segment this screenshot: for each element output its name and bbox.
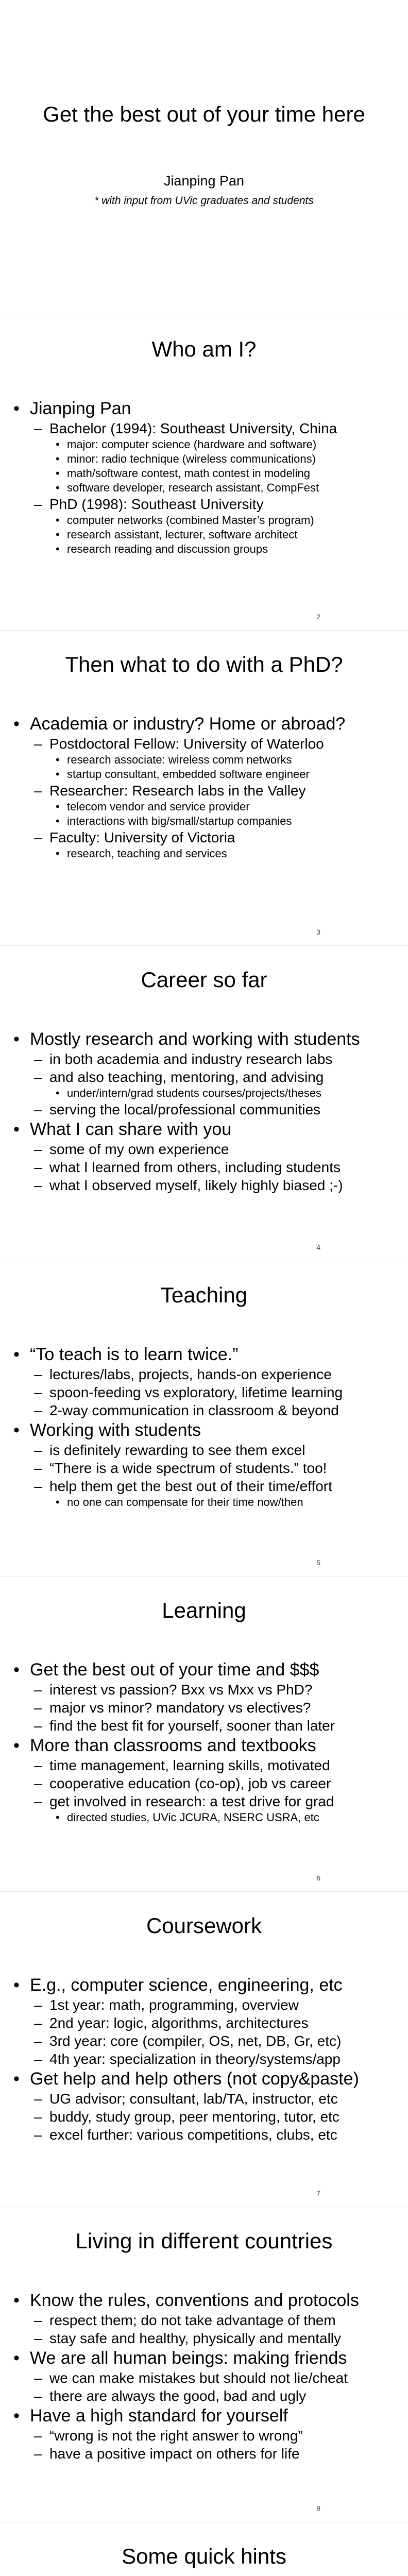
sub-bullet-item: – excel further: various competitions, clubs, etc [12,2126,396,2144]
slide-title: Coursework [146,1913,262,1938]
sub-sub-bullet-item: • no one can compensate for their time now/then [12,1495,396,1510]
sub-bullet-item: – Postdoctoral Fellow: University of Waterloo [12,735,396,753]
slide-title: Living in different countries [75,2229,333,2253]
bullet-item: • Get the best out of your time and $$$ [12,1659,396,1681]
author-note: * with input from UVic graduates and students [94,195,314,207]
slide-title: Learning [162,1598,246,1622]
sub-bullet-item: – in both academia and industry research labs [12,1050,396,1068]
sub-bullet-item: – 1st year: math, programming, overview [12,1996,396,2014]
slide-6 [0,1577,408,1892]
sub-sub-bullet-item: • telecom vendor and service provider [12,800,396,814]
sub-bullet-item: – “wrong is not the right answer to wrong” [12,2427,396,2445]
sub-bullet-item: – 4th year: specialization in theory/systems/app [12,2050,396,2068]
slide-number: 6 [316,1874,320,1882]
sub-bullet-item: – what I learned from others, including students [12,1158,396,1176]
slide-5 [0,1261,408,1577]
slide-title: Then what to do with a PhD? [65,652,343,676]
bullet-item: • We are all human beings: making friends [12,2347,396,2369]
slide-body [12,1028,396,1194]
bullet-item: • Mostly research and working with students [12,1028,396,1050]
slide-3 [0,631,408,946]
slide-body [12,2290,396,2463]
sub-bullet-item: – there are always the good, bad and ugly [12,2387,396,2405]
slide-body [12,713,396,861]
slide-body [12,1344,396,1510]
sub-bullet-item: – get involved in research: a test drive for grad [12,1792,396,1810]
sub-bullet-item: – serving the local/professional communities [12,1100,396,1118]
sub-sub-bullet-item: • interactions with big/small/startup companies [12,814,396,828]
sub-bullet-item: – lectures/labs, projects, hands-on experience [12,1365,396,1383]
bullet-item: • Know the rules, conventions and protocols [12,2290,396,2311]
sub-bullet-item: – major vs minor? mandatory vs electives? [12,1699,396,1717]
slide-title: Get the best out of your time here [43,102,365,126]
slide-body [12,398,396,556]
bullet-item: • Academia or industry? Home or abroad? [12,713,396,735]
slide-number: 7 [316,2189,320,2197]
sub-bullet-item: – 2nd year: logic, algorithms, architectures [12,2014,396,2032]
slide-body [12,1974,396,2144]
sub-bullet-item: – stay safe and healthy, physically and mentally [12,2329,396,2347]
sub-bullet-item: – what I observed myself, likely highly biased ;-) [12,1176,396,1194]
sub-bullet-item: – buddy, study group, peer mentoring, tutor, etc [12,2108,396,2126]
bullet-item: • “To teach is to learn twice.” [12,1344,396,1365]
slide-number: 3 [316,928,320,936]
sub-bullet-item: – and also teaching, mentoring, and advising [12,1068,396,1086]
sub-sub-bullet-item: • math/software contest, math contest in modeling [12,466,396,481]
slide-title: Teaching [160,1283,248,1307]
slide-8 [0,2207,408,2522]
bullet-item: • Have a high standard for yourself [12,2405,396,2427]
sub-bullet-item: – respect them; do not take advantage of them [12,2311,396,2329]
sub-bullet-item: – interest vs passion? Bxx vs Mxx vs PhD? [12,1681,396,1699]
sub-bullet-item: – we can make mistakes but should not lie/cheat [12,2369,396,2387]
sub-bullet-item: – find the best fit for yourself, sooner than later [12,1717,396,1735]
author-name: Jianping Pan [163,173,245,189]
bullet-item: • Jianping Pan [12,398,396,419]
bullet-item: • Get help and help others (not copy&paste) [12,2068,396,2090]
sub-sub-bullet-item: • major: computer science (hardware and software) [12,437,396,452]
sub-sub-bullet-item: • computer networks (combined Master’s program) [12,513,396,528]
sub-bullet-item: – Researcher: Research labs in the Valley [12,782,396,800]
slide-number: 2 [316,613,320,621]
slide-number: 5 [316,1558,320,1567]
slide-7 [0,1892,408,2207]
slide-1 [0,0,408,315]
sub-sub-bullet-item: • under/intern/grad students courses/projects/theses [12,1086,396,1100]
slide-4 [0,946,408,1261]
sub-sub-bullet-item: • research reading and discussion groups [12,542,396,556]
sub-sub-bullet-item: • minor: radio technique (wireless communications) [12,452,396,466]
sub-sub-bullet-item: • research assistant, lecturer, software architect [12,528,396,542]
slide-number: 4 [316,1243,320,1251]
sub-bullet-item: – 3rd year: core (compiler, OS, net, DB, Gr, etc) [12,2032,396,2050]
sub-bullet-item: – is definitely rewarding to see them excel [12,1441,396,1459]
sub-bullet-item: – “There is a wide spectrum of students.” too! [12,1459,396,1477]
slide-title: Career so far [141,968,267,992]
sub-bullet-item: – cooperative education (co-op), job vs career [12,1774,396,1792]
slide-2 [0,315,408,631]
sub-bullet-item: – 2-way communication in classroom & beyond [12,1401,396,1419]
sub-bullet-item: – help them get the best out of their time/effort [12,1477,396,1495]
sub-bullet-item: – PhD (1998): Southeast University [12,495,396,513]
sub-bullet-item: – some of my own experience [12,1140,396,1158]
sub-sub-bullet-item: • research, teaching and services [12,846,396,861]
sub-bullet-item: – Bachelor (1994): Southeast University, China [12,419,396,437]
sub-sub-bullet-item: • startup consultant, embedded software engineer [12,767,396,782]
bullet-item: • What I can share with you [12,1118,396,1140]
sub-sub-bullet-item: • software developer, research assistant, CompFest [12,481,396,495]
sub-bullet-item: – Faculty: University of Victoria [12,828,396,846]
slide-title: Some quick hints [122,2544,286,2568]
slide-body [12,1659,396,1825]
bullet-item: • E.g., computer science, engineering, etc [12,1974,396,1996]
slide-number: 8 [316,2504,320,2513]
sub-sub-bullet-item: • research associate: wireless comm networks [12,753,396,767]
sub-bullet-item: – spoon-feeding vs exploratory, lifetime learning [12,1383,396,1401]
slide-title: Who am I? [151,337,257,361]
slide-9 [0,2522,408,2576]
sub-sub-bullet-item: • directed studies, UVic JCURA, NSERC USRA, etc [12,1810,396,1825]
sub-bullet-item: – time management, learning skills, motivated [12,1756,396,1774]
bullet-item: • More than classrooms and textbooks [12,1735,396,1756]
sub-bullet-item: – have a positive impact on others for life [12,2445,396,2463]
bullet-item: • Working with students [12,1419,396,1441]
sub-bullet-item: – UG advisor; consultant, lab/TA, instructor, etc [12,2090,396,2108]
